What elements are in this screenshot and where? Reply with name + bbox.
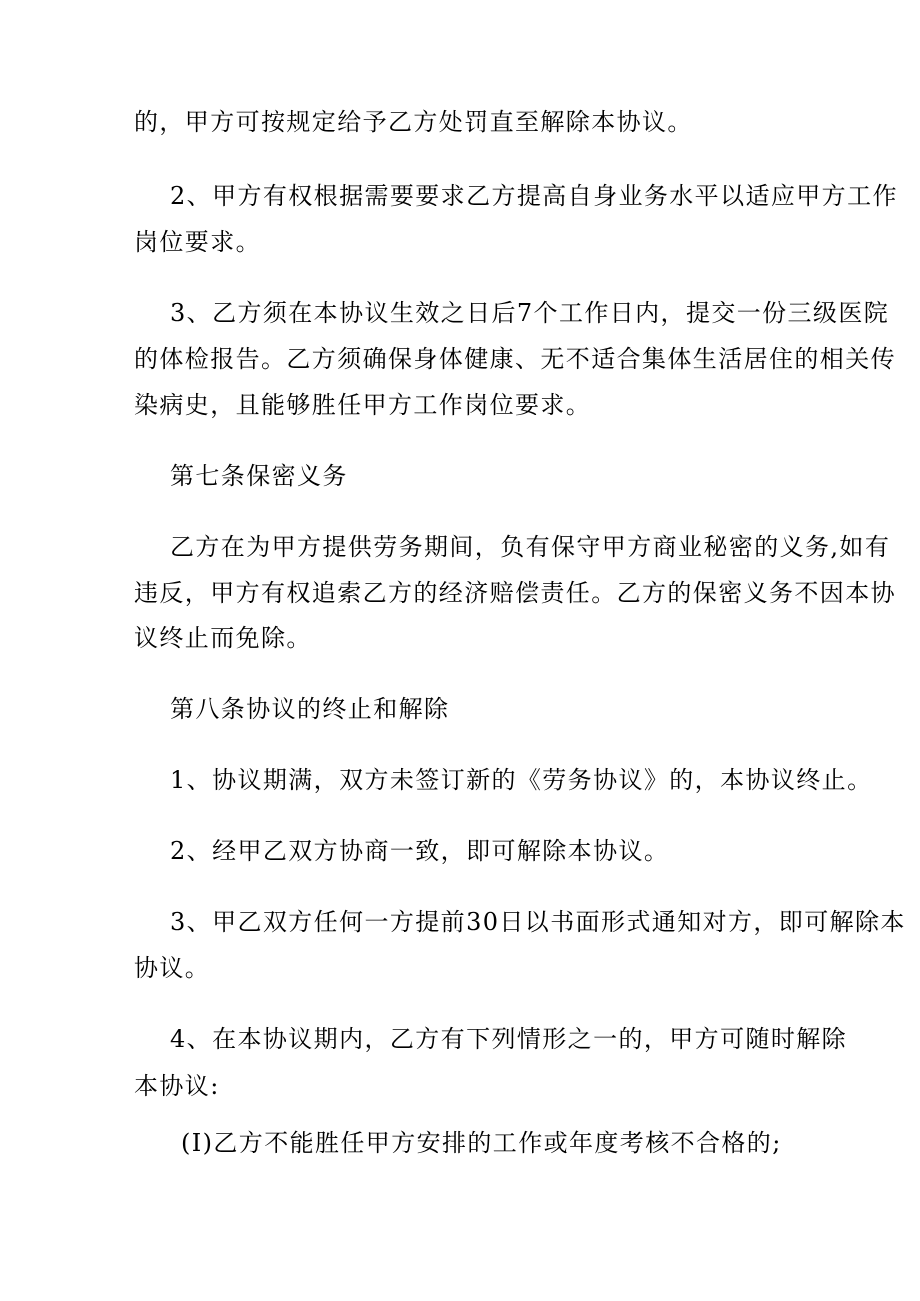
text-line: 4、在本协议期内，乙方有下列情形之一的，甲方可随时解除 (170, 1025, 848, 1053)
text-line: 2、经甲乙双方协商一致，即可解除本协议。 (170, 837, 670, 865)
text-line: 的，甲方可按规定给予乙方处罚直至解除本协议。 (134, 108, 693, 136)
text-line: 2、甲方有权根据需要要求乙方提高自身业务水平以适应甲方工作 (170, 182, 898, 210)
section-heading: 第八条协议的终止和解除 (170, 695, 450, 723)
text-line: (I)乙方不能胜任甲方安排的工作或年度考核不合格的; (181, 1129, 782, 1157)
section-heading: 第七条保密义务 (170, 462, 348, 490)
text-line: 的体检报告。乙方须确保身体健康、无不适合集体生活居住的相关传 (134, 345, 896, 373)
text-line: 违反，甲方有权追索乙方的经济赔偿责任。乙方的保密义务不因本协 (134, 579, 896, 607)
text-line: 3、乙方须在本协议生效之日后7个工作日内，提交一份三级医院 (170, 299, 890, 327)
text-line: 1、协议期满，双方未签订新的《劳务协议》的，本协议终止。 (170, 766, 873, 794)
text-line: 岗位要求。 (134, 228, 261, 256)
text-line: 染病史，且能够胜任甲方工作岗位要求。 (134, 391, 592, 419)
text-line: 本协议: (134, 1072, 220, 1100)
text-line: 乙方在为甲方提供劳务期间，负有保守甲方商业秘密的义务,如有 (170, 533, 891, 561)
text-line: 议终止而免除。 (134, 624, 312, 652)
text-line: 协议。 (134, 954, 211, 982)
text-line: 3、甲乙双方任何一方提前30日以书面形式通知对方，即可解除本 (170, 908, 906, 936)
